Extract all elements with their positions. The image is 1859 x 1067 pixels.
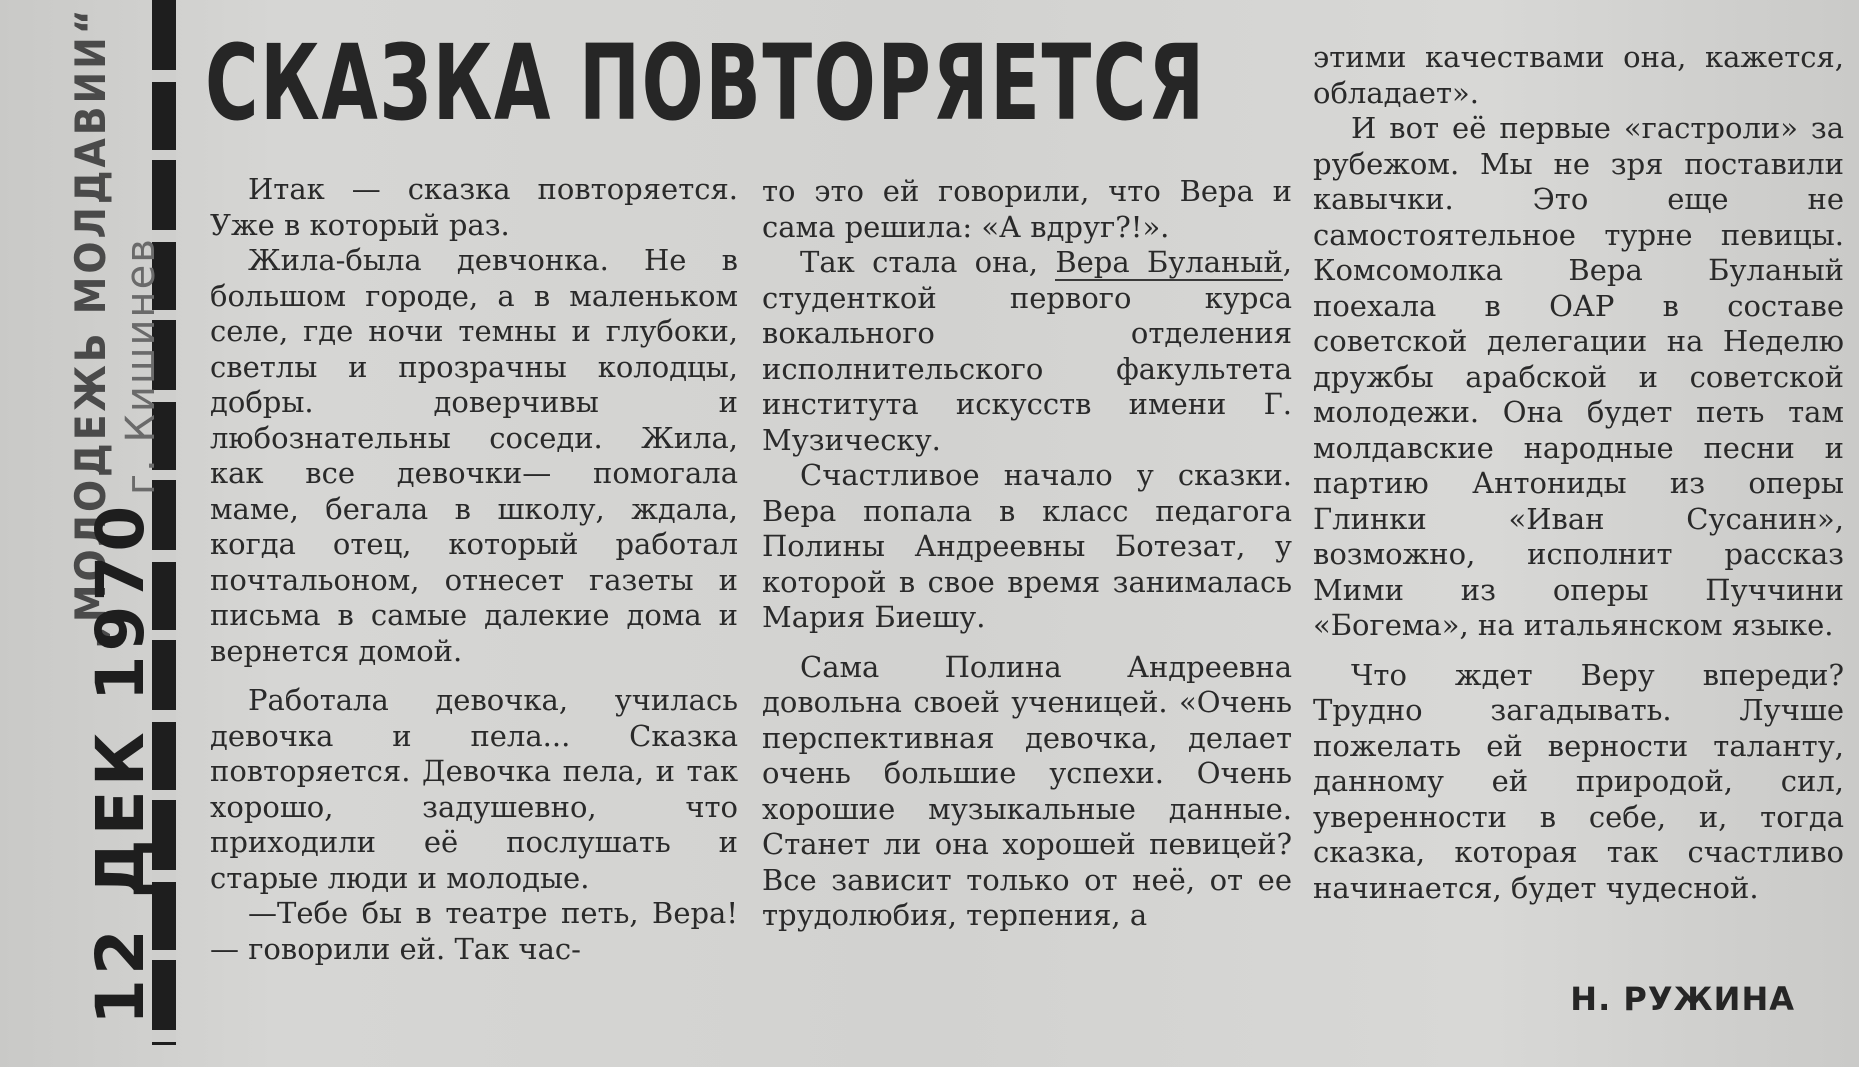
article-column-2 xyxy=(762,174,1292,934)
paragraph-text: Так стала она, xyxy=(800,245,1056,279)
underlined-name: Вера Буланый xyxy=(1055,245,1283,279)
paragraph xyxy=(762,245,1292,458)
date-stamp: 12 ДЕК 1970 xyxy=(82,501,159,1025)
paragraph: Сама Полина Андреевна довольна своей ученицей. «Очень перспективная девочка, делает очень большие успехи. Очень хорошие музыкальные данные. Станет ли она хорошей певицей? Все зависит только от неё, от ее трудолюбия, терпения, а xyxy=(762,649,1292,932)
newspaper-name-stamp: „МОЛОДЕЖЬ МОЛДАВИИ“ xyxy=(66,6,115,650)
paragraph: И вот её первые «гастроли» за рубежом. Мы не зря поставили кавычки. Это еще не самостоятельное турне певицы. Комсомолка Вера Буланый поехала в ОАР в составе советской делегации на Неделю дружбы арабской и советской молодежи. Она будет петь там молдавские народные песни и партию Антониды из оперы Глинки «Иван Сусанин», возможно, исполнит рассказ Мими из оперы Пуччини «Богема», на итальянском языке. xyxy=(1313,111,1844,642)
article-column-3 xyxy=(1313,40,1844,906)
paragraph: Работала девочка, училась девочка и пела... Сказка повторяется. Девочка пела, и так хорошо, задушевно, что приходили её послушать и старые люди и молодые. xyxy=(210,683,738,895)
article-column-1 xyxy=(210,172,738,967)
paragraph: Жила-была девчонка. Не в большом городе, а в маленьком селе, где ночи темны и глубоки, светлы и прозрачны колодцы, добры. доверчивы и любознательны соседи. Жила, как все девочки— помогала маме, бегала в школу, ждала, когда отец, который работал почтальоном, отнесет газеты и письма в самые далекие дома и вернется домой. xyxy=(210,243,738,668)
paragraph: Счастливое начало у сказки. Вера попала в класс педагога Полины Андреевны Ботезат, у которой в свое время занималась Мария Биешу. xyxy=(762,458,1292,634)
paragraph: —Тебе бы в театре петь, Вера! — говорили ей. Так час- xyxy=(210,896,738,966)
paragraph-text: , студенткой первого курса вокального отделения исполнительского факультета института искусств имени Г. Музическу. xyxy=(762,245,1293,457)
paragraph: этими качествами она, кажется, обладает». xyxy=(1313,40,1844,110)
author-signature: Н. РУЖИНА xyxy=(1570,980,1795,1018)
article-title: СКАЗКА ПОВТОРЯЕТСЯ xyxy=(205,22,1206,144)
paragraph: Что ждет Веру впереди? Трудно загадывать. Лучше пожелать ей верности таланту, данному ей природой, сил, уверенности в себе, и, тогда сказка, которая так счастливо начинается, будет чудесной. xyxy=(1313,657,1844,905)
paragraph: то это ей говорили, что Вера и сама решила: «А вдруг?!». xyxy=(762,174,1292,244)
city-stamp: г. Кишинев xyxy=(118,237,164,495)
paragraph: Итак — сказка повторяется. Уже в который раз. xyxy=(210,172,738,242)
